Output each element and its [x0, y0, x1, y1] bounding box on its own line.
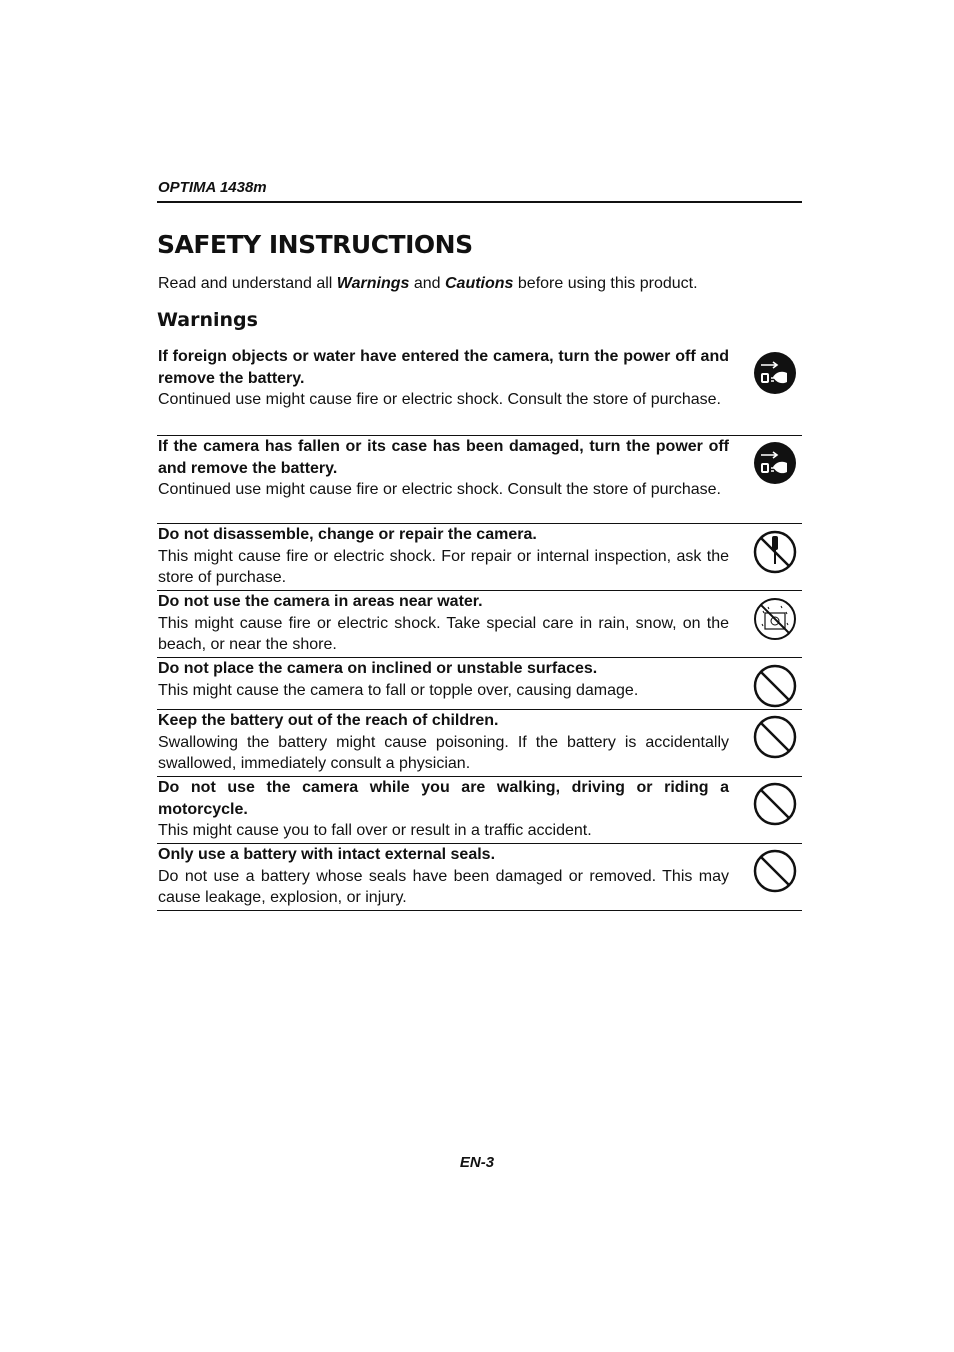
intro-warnings-word: Warnings	[336, 275, 410, 292]
warning-item	[157, 591, 802, 658]
warning-title: Do not disassemble, change or repair the camera.	[158, 526, 537, 543]
warning-item	[157, 524, 802, 591]
warning-item	[157, 844, 802, 911]
intro-text	[158, 274, 798, 293]
intro-after: before using this product.	[513, 275, 698, 292]
warning-body: Swallowing the battery might cause poisoning. If the battery is accidentally swallowed, immediately consult a physician.	[158, 733, 729, 772]
page-number: EN-3	[459, 1154, 495, 1171]
intro-cautions-word: Cautions	[445, 275, 514, 292]
warning-body: Do not use a battery whose seals have been damaged or removed. This may cause leakage, explosion, or injury.	[158, 867, 729, 906]
warning-body: This might cause fire or electric shock. Take special care in rain, snow, on the beach, or near the shore.	[158, 614, 729, 653]
section-heading-warnings: Warnings	[157, 309, 258, 331]
warnings-list	[157, 346, 802, 911]
warning-title: Keep the battery out of the reach of children.	[158, 712, 499, 729]
remove-battery-icon	[753, 351, 797, 395]
warning-item	[157, 710, 802, 777]
prohibition-icon	[753, 715, 797, 759]
warning-item	[157, 777, 802, 844]
warning-body: This might cause you to fall over or result in a traffic accident.	[158, 822, 592, 839]
warning-title: Do not place the camera on inclined or unstable surfaces.	[158, 660, 598, 677]
intro-before: Read and understand all	[158, 275, 337, 292]
warning-item	[157, 346, 802, 436]
warning-title: If the camera has fallen or its case has been damaged, turn the power off and remove the battery.	[158, 438, 729, 477]
header-rule	[157, 201, 802, 203]
warning-title: Do not use the camera in areas near water.	[158, 593, 483, 610]
prohibition-icon	[753, 782, 797, 826]
warning-item	[157, 658, 802, 710]
warning-body: This might cause fire or electric shock. For repair or internal inspection, ask the store of purchase.	[158, 547, 729, 586]
prohibition-icon	[753, 849, 797, 893]
page-title: SAFETY INSTRUCTIONS	[157, 230, 473, 259]
remove-battery-icon	[753, 441, 797, 485]
intro-and: and	[409, 275, 445, 292]
warning-body: Continued use might cause fire or electric shock. Consult the store of purchase.	[158, 391, 721, 408]
warning-item	[157, 436, 802, 524]
warning-body: Continued use might cause fire or electric shock. Consult the store of purchase.	[158, 481, 721, 498]
prohibition-icon	[753, 664, 797, 708]
warning-title: Only use a battery with intact external seals.	[158, 846, 496, 863]
no-disassembly-icon	[753, 530, 797, 574]
warning-body: This might cause the camera to fall or topple over, causing damage.	[158, 681, 639, 699]
warning-title: Do not use the camera while you are walking, driving or riding a motorcycle.	[158, 779, 729, 818]
warning-title: If foreign objects or water have entered the camera, turn the power off and remove the battery.	[158, 348, 729, 387]
no-water-icon	[753, 597, 797, 641]
header-model: OPTIMA 1438m	[158, 179, 267, 196]
